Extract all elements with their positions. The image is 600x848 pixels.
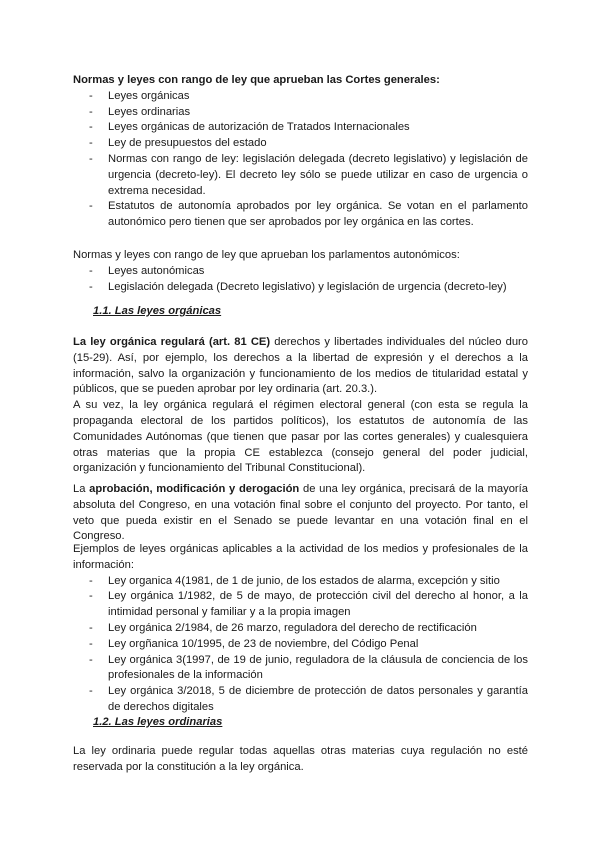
paragraph: A su vez, la ley orgánica regulará el régimen electoral general (con esta se regula la propaganda electoral de los partidos políticos), los estatutos de autonomía de las Comunidades Autónomas (que tienen que pasar por las cortes generales) y cualesquiera otras materias que la propia CE establezca (consejo general del poder judicial, organización y funcionamiento del Tribunal Constitucional). bbox=[73, 399, 528, 475]
section-title: Normas y leyes con rango de ley que aprueban las Cortes generales: bbox=[73, 74, 440, 86]
paragraph: La ley ordinaria puede regular todas aquellas otras materias cuya regulación no esté reservada por la constitución a la ley orgánica. bbox=[73, 745, 528, 773]
text: La bbox=[73, 483, 90, 495]
list-item: - Estatutos de autonomía aprobados por ley orgánica. Se votan en el parlamento autonómico pero tienen que ser aprobados por ley orgánica en las cortes. bbox=[73, 199, 528, 231]
text: de una ley orgánica, precisará de la mayoría absoluta del Congreso, en una votación final sobre el conjunto del proyecto. Por tanto, el veto que pueda existir en el Senado se puede levantar en una votación final en el Congreso. bbox=[73, 483, 528, 543]
list-item: - Ley orgánica 1/1982, de 5 de mayo, de protección civil del derecho al honor, a la intimidad personal y familiar y a la propia imagen bbox=[73, 589, 528, 621]
bullet-list bbox=[73, 574, 528, 716]
list-item: - Leyes orgánicas de autorización de Tratados Internacionales bbox=[73, 120, 528, 136]
paragraph-ley-organica bbox=[73, 335, 528, 477]
paragraph bbox=[73, 482, 528, 545]
list-item: - Ley de presupuestos del estado bbox=[73, 136, 528, 152]
list-item: - Legislación delegada (Decreto legislativo) y legislación de urgencia (decreto-ley) bbox=[73, 280, 528, 296]
list-item: - Ley orgánica 3/2018, 5 de diciembre de protección de datos personales y garantía de derechos digitales bbox=[73, 684, 528, 716]
section-ejemplos bbox=[73, 542, 528, 716]
bullet-list bbox=[73, 264, 528, 296]
list-item: - Ley orgñanica 10/1995, de 23 de noviembre, del Código Penal bbox=[73, 637, 528, 653]
bold-text: La ley orgánica regulará (art. 81 CE) bbox=[73, 336, 271, 348]
bold-text: aprobación, modificación y derogación bbox=[89, 483, 300, 495]
list-item: - Normas con rango de ley: legislación delegada (decreto legislativo) y legislación de urgencia (decreto-ley). El decreto ley sólo se puede utilizar en caso de urgencia o extrema necesidad. bbox=[73, 152, 528, 199]
list-item: - Ley orgánica 3(1997, de 19 de junio, reguladora de la cláusula de conciencia de los profesionales de la información bbox=[73, 653, 528, 685]
paragraph: Ejemplos de leyes orgánicas aplicables a la actividad de los medios y profesionales de la información: bbox=[73, 543, 528, 571]
section-autonomicos bbox=[73, 248, 528, 295]
heading-leyes-ordinarias: 1.2. Las leyes ordinarias bbox=[93, 716, 223, 728]
section-title: Normas y leyes con rango de ley que aprueban los parlamentos autonómicos: bbox=[73, 249, 460, 261]
text: derechos y libertades individuales del núcleo duro (15-29). Así, por ejemplo, los derechos a la libertad de expresión y el derechos a la información, salvo la organización y funcionamiento de los medios de titularidad estatal y públicos, que se pueden aprobar por ley ordinaria (art. 20.3.). bbox=[73, 336, 528, 396]
bullet-list bbox=[73, 89, 528, 231]
list-item: - Ley organica 4(1981, de 1 de junio, de los estados de alarma, excepción y sitio bbox=[73, 574, 528, 590]
section-cortes bbox=[73, 73, 528, 231]
list-item: - Ley orgánica 2/1984, de 26 marzo, reguladora del derecho de rectificación bbox=[73, 621, 528, 637]
paragraph bbox=[73, 335, 528, 398]
list-item: - Leyes orgánicas bbox=[73, 89, 528, 105]
paragraph-ley-ordinaria bbox=[73, 744, 528, 776]
list-item: - Leyes autonómicas bbox=[73, 264, 528, 280]
list-item: - Leyes ordinarias bbox=[73, 105, 528, 121]
paragraph-aprobacion bbox=[73, 482, 528, 545]
heading-leyes-organicas: 1.1. Las leyes orgánicas bbox=[93, 305, 222, 317]
